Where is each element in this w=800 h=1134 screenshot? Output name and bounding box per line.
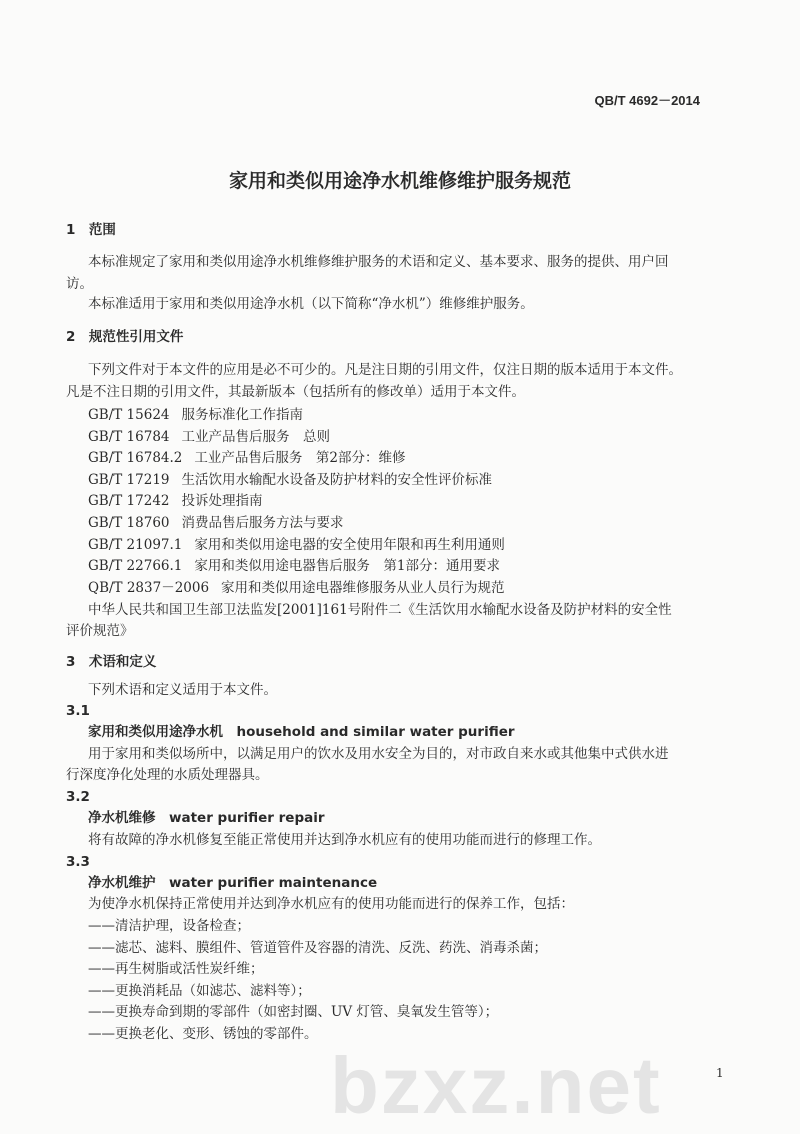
- reference-code: GB/T 21097.1: [88, 536, 183, 553]
- reference-title: 服务标准化工作指南: [181, 407, 303, 423]
- reference-item: [88, 428, 330, 446]
- watermark: bzxz.net: [330, 1041, 662, 1130]
- list-item: ——再生树脂或活性炭纤维；: [88, 961, 264, 977]
- reference-title: 投诉处理指南: [181, 493, 263, 510]
- paragraph: 下列术语和定义适用于本文件。: [88, 682, 277, 698]
- paragraph: 评价规范》: [66, 623, 134, 639]
- reference-item: [88, 492, 263, 510]
- reference-item: [88, 449, 405, 467]
- term-definition: 行深度净化处理的水质处理器具。: [66, 767, 269, 783]
- reference-title: 家用和类似用途电器的安全使用年限和再生利用通则: [194, 536, 505, 553]
- reference-item: [88, 471, 492, 489]
- term-definition: 用于家用和类似场所中，以满足用户的饮水及用水安全为目的，对市政自来水或其他集中式供水进: [88, 746, 669, 762]
- reference-title: 生活饮用水输配水设备及防护材料的安全性评价标准: [181, 471, 492, 488]
- document-title: 家用和类似用途净水机维修维护服务规范: [228, 170, 571, 192]
- reference-code: GB/T 16784.2: [88, 450, 183, 467]
- reference-item: [88, 514, 344, 532]
- term-number: 3.3: [66, 854, 90, 870]
- reference-code: GB/T 18760: [88, 515, 170, 531]
- list-item: ——清洁护理，设备检查；: [88, 918, 250, 934]
- reference-code: GB/T 17242: [88, 493, 170, 510]
- section-3-heading: 3 术语和定义: [66, 654, 157, 670]
- paragraph: 本标准规定了家用和类似用途净水机维修维护服务的术语和定义、基本要求、服务的提供、用户回: [88, 254, 669, 270]
- list-item: ——滤芯、滤料、膜组件、管道管件及容器的清洗、反洗、药洗、消毒杀菌；: [88, 939, 547, 956]
- paragraph: 下列文件对于本文件的应用是必不可少的。凡是注日期的引用文件，仅注日期的版本适用于本文件。: [88, 362, 682, 378]
- page-number: 1: [716, 1066, 724, 1080]
- paragraph: 中华人民共和国卫生部卫法监发[2001]161号附件二《生活饮用水输配水设备及防护材料的安全性: [88, 602, 672, 618]
- paragraph: 访。: [66, 276, 93, 292]
- reference-item: [88, 536, 505, 554]
- reference-code: GB/T 16784: [88, 428, 170, 445]
- standard-number: QB/T 4692－2014: [594, 93, 700, 108]
- term-title: 净水机维修 water purifier repair: [88, 810, 325, 826]
- term-title: 家用和类似用途净水机 household and similar water purifier: [88, 724, 515, 740]
- reference-code: GB/T 22766.1: [88, 558, 183, 575]
- reference-code: GB/T 15624: [88, 407, 170, 423]
- reference-title: 家用和类似用途电器维修服务从业人员行为规范: [221, 579, 505, 596]
- reference-item: [88, 579, 505, 597]
- reference-title: 家用和类似用途电器售后服务 第1部分：通用要求: [194, 558, 500, 575]
- reference-code: GB/T 17219: [88, 471, 170, 488]
- list-item: ——更换消耗品（如滤芯、滤料等）；: [88, 982, 311, 999]
- paragraph: 本标准适用于家用和类似用途净水机（以下简称“净水机”）维修维护服务。: [88, 296, 534, 312]
- paragraph: 凡是不注日期的引用文件，其最新版本（包括所有的修改单）适用于本文件。: [66, 384, 525, 400]
- section-1-heading: 1 范围: [66, 222, 116, 238]
- reference-item: [88, 406, 303, 424]
- term-definition: 将有故障的净水机修复至能正常使用并达到净水机应有的使用功能而进行的修理工作。: [88, 832, 601, 848]
- reference-title: 工业产品售后服务 第2部分：维修: [194, 450, 406, 467]
- term-number: 3.2: [66, 789, 90, 805]
- section-2-heading: 2 规范性引用文件: [66, 329, 184, 345]
- list-item: ——更换老化、变形、锈蚀的零部件。: [88, 1025, 318, 1042]
- term-title: 净水机维护 water purifier maintenance: [88, 875, 378, 891]
- term-definition: 为使净水机保持正常使用并达到净水机应有的使用功能而进行的保养工作，包括：: [88, 896, 574, 912]
- reference-title: 消费品售后服务方法与要求: [181, 515, 344, 531]
- list-item: ——更换寿命到期的零部件（如密封圈、UV 灯管、臭氧发生管等）；: [88, 1004, 499, 1020]
- reference-item: [88, 557, 500, 575]
- reference-code: QB/T 2837－2006: [88, 579, 210, 596]
- term-number: 3.1: [66, 703, 90, 719]
- reference-title: 工业产品售后服务 总则: [181, 428, 330, 445]
